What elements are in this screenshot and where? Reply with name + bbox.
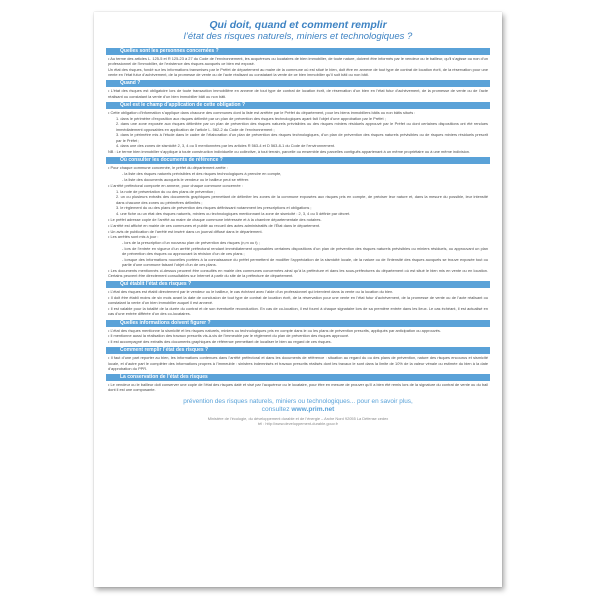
section-paragraph: • Pour chaque commune concernée, le préfet du département arrête :: [108, 165, 228, 171]
section-paragraph: • Il est accompagné des extraits des documents graphiques de référence permettant de localiser le bien au regard de ces risques.: [108, 339, 332, 345]
section-paragraph: - la liste des risques naturels prévisibles et des risques technologiques à prendre en compte,: [122, 171, 282, 177]
section-paragraph: • Un avis de publication de l’arrêté est inséré dans un journal diffusé dans le département.: [108, 228, 263, 234]
section-heading: Quel est le champ d’application de cette obligation ?: [106, 102, 490, 109]
section-paragraph: 3. dans le périmètre mis à l’étude dans le cadre de l’élaboration d’un plan de prévention des risques technologiques, d’un plan de prévention des risques naturels prévisibles ou de risques miniers résiduels prescrit par le Préfet ;: [116, 132, 488, 143]
section-paragraph: 4. une fiche ou un état des risques naturels, miniers ou technologiques mentionnant la zone de sismicité : 2, 3, 4 ou 5 définie par décret.: [116, 211, 351, 217]
section-paragraph: 3. le règlement du ou des plans de prévention des risques définissant notamment les prescriptions et obligations ;: [116, 205, 312, 211]
section-paragraph: 4. dans une des zones de sismicité 2, 3, 4 ou 5 mentionnées par les articles R 563-4 et D 563-8-1 du Code de l’environnement.: [116, 143, 336, 149]
section-body: [106, 288, 490, 316]
footer-website-line: [106, 406, 490, 414]
section-paragraph: 2. dans une zone exposée aux risques délimitée par un plan de prévention des risques naturels prévisibles ou des risques miniers résiduels approuvé par le Préfet ou dont certaines dispositions ont été rendues immédiatement opposables en application de l’article L. 562-2 du Code de l’environnement ;: [116, 121, 488, 132]
section-heading: Quelles informations doivent figurer ?: [106, 320, 490, 327]
section-heading: Où consulter les documents de référence ?: [106, 157, 490, 164]
section-paragraph: 1. la note de présentation du ou des plans de prévention ;: [116, 188, 216, 194]
section-paragraph: • L’état des risques est établi directement par le vendeur ou le bailleur, le cas échéant avec l’aide d’un professionnel qui intervient dans la vente ou la location du bien.: [108, 289, 394, 295]
footer-ministry: Ministère de l’écologie, du développement durable et de l’énergie – Arche Nord 92055 La Défense cedex: [207, 416, 389, 422]
section-paragraph: 2. un ou plusieurs extraits des documents graphiques permettant de délimiter les zones de la commune exposées aux risques pris en compte, de préciser leur nature et, dans la mesure du possible, leur intensité dans chacune des zones ou périmètres délimités ;: [116, 194, 488, 205]
section-paragraph: - la liste des documents auxquels le vendeur ou le bailleur peut se référer.: [122, 177, 250, 182]
section-paragraph: Un état des risques, fondé sur les informations transmises par le Préfet de département au maire de la commune où est situé le bien, doit être en annexe de tout type de contrat de location écrit, de la réservation pour une vente en l’état futur d’achèvement, de la promesse de vente ou de l’acte réalisant ou constatant la vente de ce bien immobilier qu’il soit bâti ou non bâti.: [108, 67, 488, 78]
document-title: Qui doit, quand et comment remplir: [209, 19, 387, 31]
section-paragraph: - lorsque des informations nouvelles portées à la connaissance du préfet permettent de modifier l’appréciation de la sismicité locale, de la nature ou de l’intensité des risques auxquels se trouve exposée tout ou partie d’une commune faisant l’objet d’un de ces plans.: [122, 256, 488, 268]
section-heading: Quand ?: [106, 80, 490, 87]
section-paragraph: 1. dans le périmètre d’exposition aux risques délimité par un plan de prévention des risques technologiques ayant fait l’objet d’une approbation par le Préfet ;: [116, 115, 386, 121]
section-paragraph: - lors de l’entrée en vigueur d’un arrêté préfectoral rendant immédiatement opposables certaines dispositions d’un plan de prévention des risques naturels prévisibles ou miniers résiduels, ou approuvant un plan de prévention des risques ou approuvant la révision d’un de ces plans ;: [122, 245, 488, 257]
document-page: [94, 12, 502, 587]
section-body: [106, 55, 490, 77]
footer-website-link[interactable]: www.prim.net: [291, 406, 335, 414]
section-paragraph: • Au terme des articles L. 125-5 et R 125-23 à 27 du Code de l’environnement, les acquéreurs ou locataires de bien immobilier, de toute nature, doivent être informés par le vendeur ou le bailleur, qu’il s’agisse ou non d’un professionnel de l’immobilier, de l’existence des risques auxquels ce bien est exposé.: [108, 56, 488, 67]
section-heading: Quelles sont les personnes concernées ?: [106, 48, 490, 55]
section-paragraph: • L’état des risques est obligatoire lors de toute transaction immobilière en annexe de tout type de contrat de location écrit, de réservation d’un bien en l’état futur d’achèvement, de la promesse de vente ou de l’acte réalisant ou constatant la vente d’un bien immobilier bâti ou non bâti.: [108, 88, 488, 99]
section-heading: La conservation de l’état des risques: [106, 374, 490, 381]
section-paragraph: • Le vendeur ou le bailleur doit conserver une copie de l’état des risques daté et visé par l’acquéreur ou le locataire, pour être en mesure de prouver qu’il a bien été remis lors de la signature du contrat de vente ou du bail dont il est une composante.: [108, 381, 488, 393]
section-paragraph: NB : Le terme bien immobilier s’applique à toute construction individuelle ou collective, à tout terrain, parcelle ou ensemble des parcelles contiguës appartenant à un même propriétaire ou à une même indivision.: [108, 149, 471, 155]
section-heading: Qui établit l’état des risques ?: [106, 281, 490, 288]
section-paragraph: • Le préfet adresse copie de l’arrêté au maire de chaque commune intéressée et à la chambre départementale des notaires.: [108, 216, 322, 222]
section-paragraph: • Il mentionne aussi la réalisation des travaux prescrits vis-à-vis de l’immeuble par le règlement du plan de prévention des risques approuvé.: [108, 333, 350, 339]
section-heading: Comment remplir l’état des risques ?: [106, 347, 490, 354]
section-paragraph: • L’état des risques mentionne la sismicité et les risques naturels, miniers ou technologiques pris en compte dans le ou les plans de prévention prescrits, appliqués par anticipation ou approuvés.: [108, 327, 441, 333]
footer-tagline: prévention des risques naturels, miniers ou technologiques... pour en savoir plus,: [183, 398, 413, 406]
section-body: [106, 354, 490, 371]
section-paragraph: • Cette obligation d’information s’applique dans chacune des communes dont la liste est arrêtée par le Préfet du département, pour les biens immobiliers bâtis ou non bâtis situés :: [108, 109, 416, 115]
section-paragraph: • L’arrêté est affiché en mairie de ces communes et publié au recueil des actes administratifs de l’État dans le département.: [108, 222, 321, 228]
section-paragraph: • Les arrêtés sont mis à jour :: [108, 234, 159, 240]
section-paragraph: • L’arrêté préfectoral comporte en annexe, pour chaque commune concernée :: [108, 182, 243, 188]
section-paragraph: • Il doit être établi moins de six mois avant la date de conclusion de tout type de contrat de location écrit, de la réservation pour une vente en l’état futur d’achèvement, de la promesse de vente ou de l’acte réalisant ou constatant la vente d’un bien immobilier auquel il est annexé.: [108, 295, 488, 306]
section-paragraph: • Il faut d’une part reporter au bien, les informations contenues dans l’arrêté préfectoral et dans les documents de référence : situation au regard du ou des plans de prévention, nature des risques encourus et sismicité locale, et d’autre part le compléter des informations propres à l’immeuble : sinistres indemnisés et travaux prescrits réalisés dont les travaux le sont dans la limite de 10% de la valeur vénale ou estimée du bien à la date d’approbation du PPR.: [108, 355, 488, 371]
section-body: [106, 87, 490, 98]
section-body: [106, 381, 490, 392]
section-body: [106, 164, 490, 278]
document-subtitle: l’état des risques naturels, miniers et technologiques ?: [183, 31, 413, 42]
section-body: [106, 327, 490, 345]
section-paragraph: - lors de la prescription d’un nouveau plan de prévention des risques (n,m ou t) ;: [122, 240, 260, 246]
section-paragraph: • Il est valable pour la totalité de la durée du contrat et de son éventuelle reconduction. En cas de co-location, il est fourni à chaque signataire lors de sa première entrée dans les lieux. Le cas échéant, il est actualisé en cas d’une entrée différée d’un des co-locataires.: [108, 306, 488, 317]
section-paragraph: • Les documents mentionnés ci-dessus peuvent être consultés en mairie des communes concernées ainsi qu’à la préfecture et dans les sous-préfectures du département où est situé le bien mis en vente ou en location. Certains peuvent être directement consultables sur Internet à partir du site de la préfecture de département.: [108, 267, 488, 279]
section-body: [106, 109, 490, 155]
footer-consult-prefix: consultez: [261, 406, 290, 414]
footer-ministry-site: tél : http://www.developpement-durable.gouv.fr: [258, 421, 338, 427]
sections-container: [106, 48, 490, 392]
